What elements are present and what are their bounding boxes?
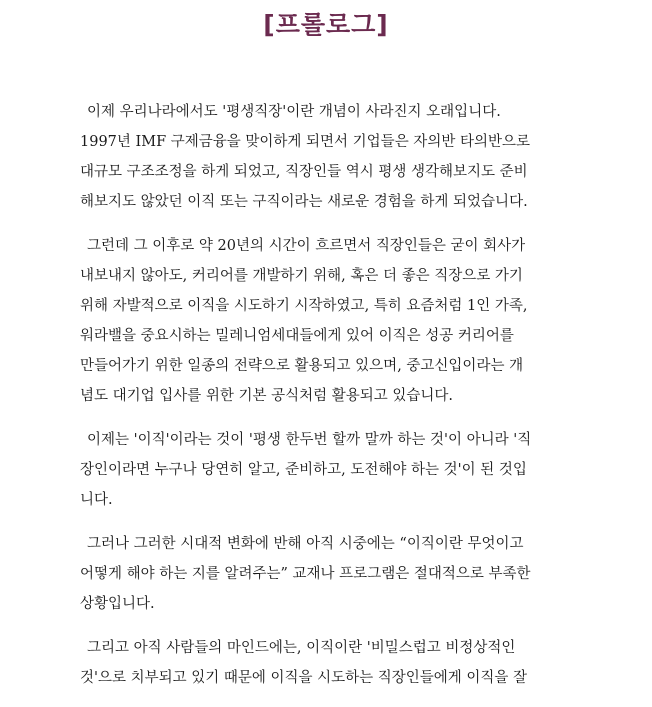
text-line: 그러나 그러한 시대적 변화에 반해 아직 시중에는 “이직이란 무엇이고	[87, 536, 524, 552]
text-line: 워라밸을 중요시하는 밀레니엄세대들에게 있어 이직은 성공 커리어를	[80, 328, 514, 344]
text-line: 내보내지 않아도, 커리어를 개발하기 위해, 혹은 더 좋은 직장으로 가기	[80, 268, 523, 284]
text-line: 상황입니다.	[80, 596, 155, 612]
text-line: 1997년 IMF 구제금융을 맞이하게 되면서 기업들은 자의반 타의반으로	[80, 134, 530, 150]
text-line: 어떻게 해야 하는 지를 알려주는” 교재나 프로그램은 절대적으로 부족한	[80, 566, 531, 582]
text-line: 그런데 그 이후로 약 20년의 시간이 흐르면서 직장인들은 굳이 회사가	[87, 238, 526, 254]
text-line: 장인이라면 누구나 당연히 알고, 준비하고, 도전해야 하는 것'이 된 것입	[80, 462, 527, 478]
text-line: 대규모 구조조정을 하게 되었고, 직장인들 역시 평생 생각해보지도 준비	[80, 164, 528, 180]
text-line: 이제 우리나라에서도 '평생직장'이란 개념이 사라진지 오래입니다.	[87, 104, 501, 120]
text-line: 위해 자발적으로 이직을 시도하기 시작하였고, 특히 요즘처럼 1인 가족,	[80, 298, 528, 314]
document-body	[80, 97, 580, 707]
paragraph	[80, 633, 580, 693]
text-line: 만들어가기 위한 일종의 전략으로 활용되고 있으며, 중고신입이라는 개	[80, 358, 524, 374]
paragraph	[80, 231, 580, 411]
text-line: 그리고 아직 사람들의 마인드에는, 이직이란 '비밀스럽고 비정상적인	[87, 640, 516, 656]
text-line: 것'으로 치부되고 있기 때문에 이직을 시도하는 직장인들에게 이직을 잘	[80, 670, 528, 686]
text-line: 이제는 '이직'이라는 것이 '평생 한두번 할까 말까 하는 것'이 아니라 '직	[87, 432, 532, 448]
paragraph	[80, 529, 580, 619]
page-title: [프롤로그]	[263, 10, 389, 39]
paragraph	[80, 425, 580, 515]
paragraph	[80, 97, 580, 217]
text-line: 해보지도 않았던 이직 또는 구직이라는 새로운 경험을 하게 되었습니다.	[80, 194, 528, 210]
text-line: 니다.	[80, 492, 113, 508]
text-line: 념도 대기업 입사를 위한 기본 공식처럼 활용되고 있습니다.	[80, 388, 454, 404]
